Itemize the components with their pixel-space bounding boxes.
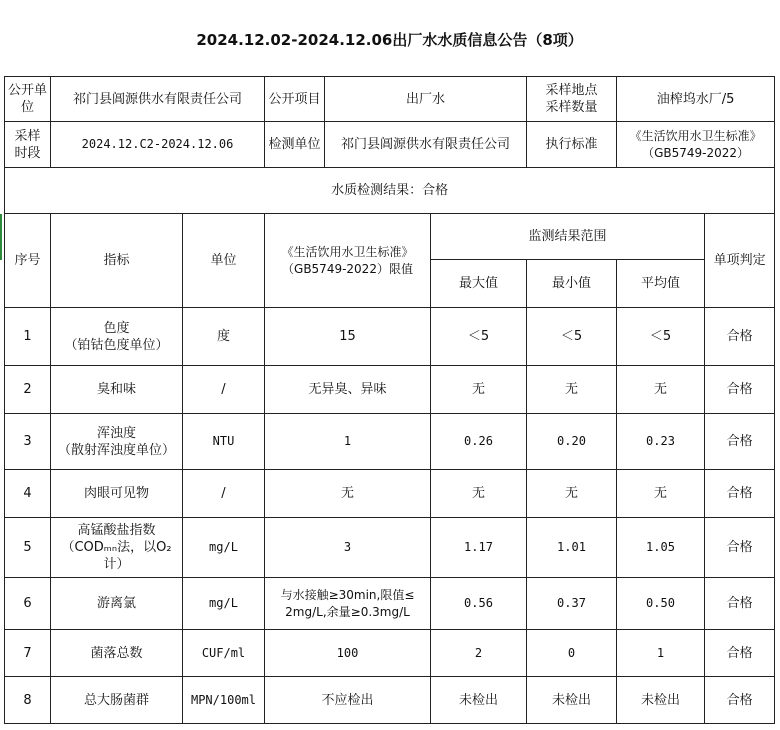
row-unit: 度 [183, 308, 265, 366]
header-range: 监测结果范围 [431, 214, 705, 260]
row-min: 无 [527, 366, 617, 414]
notice-table [4, 4, 775, 724]
row-min: ＜5 [527, 308, 617, 366]
table-row [5, 366, 775, 414]
publish-unit-value: 祁门县阊源供水有限责任公司 [51, 77, 265, 122]
row-max: 无 [431, 470, 527, 518]
table-row [5, 414, 775, 470]
row-limit: 1 [265, 414, 431, 470]
row-judgement: 合格 [705, 308, 775, 366]
sampling-period-value: 2024.12.C2-2024.12.06 [51, 122, 265, 168]
row-index: 6 [5, 578, 51, 630]
row-avg: 1 [617, 630, 705, 677]
row-judgement: 合格 [705, 677, 775, 724]
row-judgement: 合格 [705, 414, 775, 470]
notice-title: 2024.12.02-2024.12.06出厂水水质信息公告（8项） [5, 4, 775, 77]
row-avg: 0.23 [617, 414, 705, 470]
row-max: 1.17 [431, 518, 527, 578]
sampling-site-value: 油榨坞水厂/5 [617, 77, 775, 122]
row-indicator: 游离氯 [51, 578, 183, 630]
table-row [5, 630, 775, 677]
row-limit: 无 [265, 470, 431, 518]
row-index: 5 [5, 518, 51, 578]
header-max: 最大值 [431, 260, 527, 308]
row-min: 0.37 [527, 578, 617, 630]
test-unit-value: 祁门县阊源供水有限责任公司 [325, 122, 527, 168]
publish-item-value: 出厂水 [325, 77, 527, 122]
header-index: 序号 [5, 214, 51, 308]
sampling-period-label: 采样 时段 [5, 122, 51, 168]
row-limit: 3 [265, 518, 431, 578]
row-avg: ＜5 [617, 308, 705, 366]
row-avg: 1.05 [617, 518, 705, 578]
table-row [5, 677, 775, 724]
header-judgement: 单项判定 [705, 214, 775, 308]
row-avg: 无 [617, 366, 705, 414]
row-index: 3 [5, 414, 51, 470]
row-indicator: 肉眼可见物 [51, 470, 183, 518]
row-max: ＜5 [431, 308, 527, 366]
row-avg: 未检出 [617, 677, 705, 724]
row-unit: MPN/100ml [183, 677, 265, 724]
header-min: 最小值 [527, 260, 617, 308]
row-unit: / [183, 470, 265, 518]
publish-unit-label: 公开单位 [5, 77, 51, 122]
table-row [5, 518, 775, 578]
row-judgement: 合格 [705, 366, 775, 414]
row-limit: 与水接触≥30min,限值≤ 2mg/L,余量≥0.3mg/L [265, 578, 431, 630]
row-judgement: 合格 [705, 518, 775, 578]
table-row [5, 470, 775, 518]
row-indicator: 臭和味 [51, 366, 183, 414]
row-judgement: 合格 [705, 630, 775, 677]
row-min: 未检出 [527, 677, 617, 724]
row-unit: NTU [183, 414, 265, 470]
row-min: 0 [527, 630, 617, 677]
header-unit: 单位 [183, 214, 265, 308]
row-indicator: 总大肠菌群 [51, 677, 183, 724]
sampling-site-label: 采样地点 采样数量 [527, 77, 617, 122]
row-indicator: 菌落总数 [51, 630, 183, 677]
header-limit: 《生活饮用水卫生标准》 （GB5749-2022）限值 [265, 214, 431, 308]
row-max: 未检出 [431, 677, 527, 724]
cell-marker [0, 214, 2, 260]
row-limit: 15 [265, 308, 431, 366]
row-avg: 0.50 [617, 578, 705, 630]
row-min: 无 [527, 470, 617, 518]
row-index: 8 [5, 677, 51, 724]
row-limit: 无异臭、异味 [265, 366, 431, 414]
standard-label: 执行标准 [527, 122, 617, 168]
row-min: 0.20 [527, 414, 617, 470]
header-indicator: 指标 [51, 214, 183, 308]
row-avg: 无 [617, 470, 705, 518]
row-limit: 不应检出 [265, 677, 431, 724]
row-index: 7 [5, 630, 51, 677]
row-min: 1.01 [527, 518, 617, 578]
row-max: 无 [431, 366, 527, 414]
row-judgement: 合格 [705, 470, 775, 518]
row-unit: / [183, 366, 265, 414]
water-quality-notice [4, 4, 774, 728]
result-summary: 水质检测结果：合格 [5, 168, 775, 214]
table-row [5, 308, 775, 366]
header-avg: 平均值 [617, 260, 705, 308]
row-indicator: 高锰酸盐指数 （CODₘₙ法，以O₂计） [51, 518, 183, 578]
row-judgement: 合格 [705, 578, 775, 630]
row-max: 0.56 [431, 578, 527, 630]
row-index: 1 [5, 308, 51, 366]
table-row [5, 578, 775, 630]
row-indicator: 浑浊度 （散射浑浊度单位） [51, 414, 183, 470]
row-index: 2 [5, 366, 51, 414]
row-indicator: 色度 （铂钴色度单位） [51, 308, 183, 366]
standard-value: 《生活饮用水卫生标准》 （GB5749-2022） [617, 122, 775, 168]
row-unit: mg/L [183, 578, 265, 630]
test-unit-label: 检测单位 [265, 122, 325, 168]
row-unit: CUF/ml [183, 630, 265, 677]
row-index: 4 [5, 470, 51, 518]
publish-item-label: 公开项目 [265, 77, 325, 122]
row-limit: 100 [265, 630, 431, 677]
row-max: 0.26 [431, 414, 527, 470]
row-unit: mg/L [183, 518, 265, 578]
row-max: 2 [431, 630, 527, 677]
